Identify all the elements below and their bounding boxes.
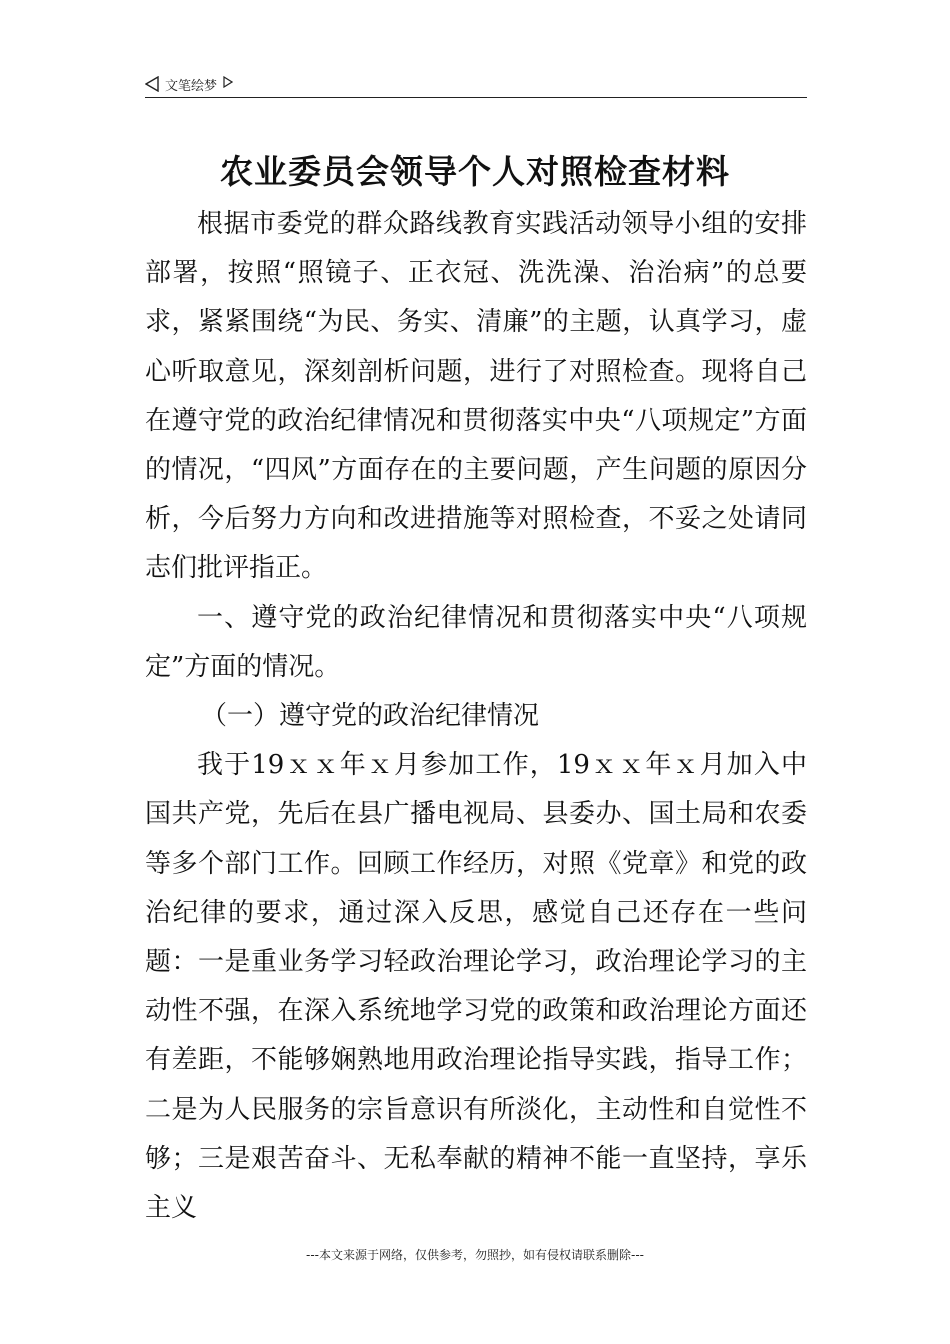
intro-paragraph: 根据市委党的群众路线教育实践活动领导小组的安排部署，按照“照镜子、正衣冠、洗洗澡、治治病”的总要求，紧紧围绕“为民、务实、清廉”的主题，认真学习，虚心听取意见，深刻剖析问题，进行了对照检查。现将自己在遵守党的政治纪律情况和贯彻落实中央“八项规定”方面的情况，“四风”方面存在的主要问题，产生问题的原因分析，今后努力方向和改进措施等对照检查，不妥之处请同志们批评指正。 bbox=[145, 209, 807, 584]
page-header bbox=[145, 70, 807, 98]
body-paragraph: 我于19ｘｘ年ｘ月参加工作，19ｘｘ年ｘ月加入中国共产党，先后在县广播电视局、县委办、国土局和农委等多个部门工作。回顾工作经历，对照《党章》和党的政治纪律的要求，通过深入反思，感觉自己还存在一些问题：一是重业务学习轻政治理论学习，政治理论学习的主动性不强，在深入系统地学习党的政策和政治理论方面还有差距，不能够娴熟地用政治理论指导实践，指导工作；二是为人民服务的宗旨意识有所淡化，主动性和自觉性不够；三是艰苦奋斗、无私奉献的精神不能一直坚持，享乐主义 bbox=[145, 750, 807, 1224]
header-divider bbox=[145, 97, 807, 98]
document-body bbox=[145, 200, 807, 1233]
subsection-heading: （一）遵守党的政治纪律情况 bbox=[201, 701, 540, 732]
triangle-left-icon bbox=[145, 76, 159, 92]
document-title: 农业委员会领导个人对照检查材料 bbox=[220, 152, 730, 191]
header-brand: 文笔绘梦 bbox=[165, 78, 218, 94]
footer-notice: ---本文来源于网络，仅供参考，勿照抄，如有侵权请联系删除--- bbox=[306, 1248, 644, 1262]
section-heading: 一、遵守党的政治纪律情况和贯彻落实中央“八项规定”方面的情况。 bbox=[145, 602, 807, 682]
triangle-right-icon bbox=[223, 76, 233, 88]
